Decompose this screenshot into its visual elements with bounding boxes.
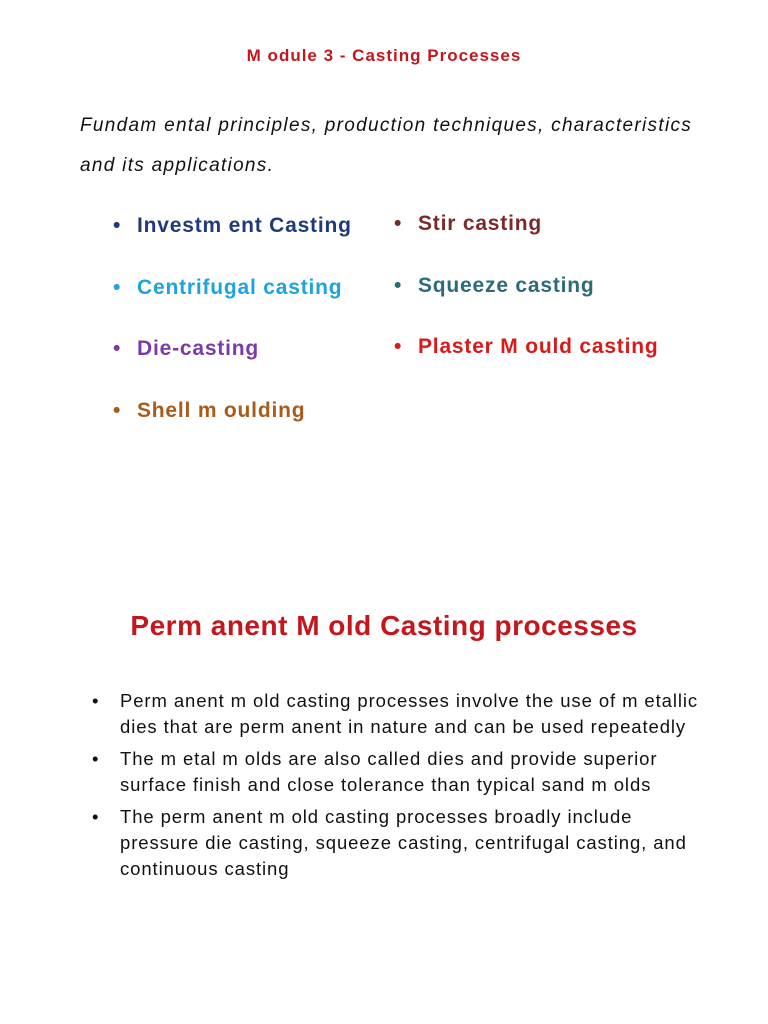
process-item [113,275,352,338]
process-item [113,214,352,276]
process-item [113,337,352,399]
process-item [394,335,659,397]
process-label: Shell m oulding [137,398,306,422]
bullet-icon: • [92,806,100,827]
bullet-icon: • [113,275,122,299]
bullet-icon: • [92,748,100,769]
process-label: Stir casting [418,212,542,235]
intro-text: Fundam ental principles, production techniques, characteristics and its applications. [80,115,693,176]
point-text: The perm anent m old casting processes broadly include pressure die casting, squeeze casting, centrifugal casting, and continuous casting [120,806,687,879]
list-item [92,804,712,882]
process-item [113,398,352,461]
list-item [92,746,712,798]
process-list-left [113,214,352,460]
bullet-icon: • [113,398,122,422]
bullet-icon: • [394,273,403,297]
bullet-icon: • [92,690,100,711]
bullet-icon: • [113,337,122,360]
permanent-mold-points [92,688,712,888]
process-label: Plaster M ould casting [418,335,659,358]
process-label: Squeeze casting [418,273,595,297]
section-heading: Perm anent M old Casting processes [130,610,638,641]
process-label: Centrifugal casting [137,275,343,299]
point-text: The m etal m olds are also called dies and provide superior surface finish and close tolerance than typical sand m olds [120,748,658,795]
list-item [92,688,712,740]
page-title: M odule 3 - Casting Processes [246,46,522,65]
process-item [394,212,658,274]
process-label: Die-casting [137,337,259,360]
point-text: Perm anent m old casting processes involve the use of m etallic dies that are perm anent in nature and can be used repeatedly [120,690,699,737]
bullet-icon: • [394,212,403,235]
process-label: Investm ent Casting [137,214,352,237]
process-item [394,273,658,336]
bullet-icon: • [394,335,403,358]
bullet-icon: • [113,214,122,237]
process-list-right [394,212,659,397]
